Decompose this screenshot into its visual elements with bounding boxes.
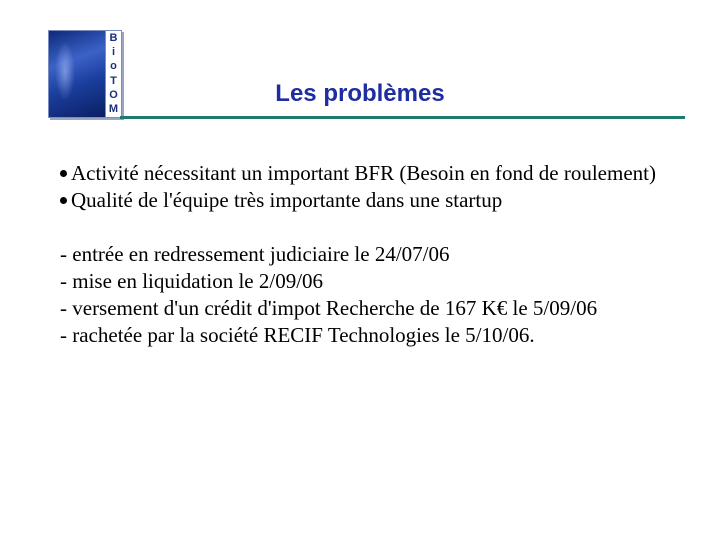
logo-image <box>48 30 106 118</box>
spacer <box>60 214 660 241</box>
logo-letter: o <box>110 60 117 73</box>
bullet-item <box>60 187 660 214</box>
logo-letter: T <box>110 74 117 87</box>
title-underline <box>120 116 685 119</box>
logo-letter: M <box>108 103 119 116</box>
bullet-icon <box>60 197 67 204</box>
logo-letter: B <box>109 31 118 44</box>
event-line: - rachetée par la société RECIF Technologies le 5/10/06. <box>60 323 535 347</box>
bullet-text: Qualité de l'équipe très importante dans une startup <box>71 188 503 212</box>
logo-letter: i <box>111 45 116 58</box>
event-line: - versement d'un crédit d'impot Recherche de 167 K€ le 5/09/06 <box>60 296 598 320</box>
slide-content <box>60 160 660 349</box>
bullet-item <box>60 160 660 187</box>
logo-letter: O <box>109 88 118 101</box>
event-line: - mise en liquidation le 2/09/06 <box>60 269 324 293</box>
bullet-text: Activité nécessitant un important BFR (Besoin en fond de roulement) <box>71 161 656 185</box>
bullet-icon <box>60 170 67 177</box>
biotom-logo <box>48 30 121 118</box>
event-line: - entrée en redressement judiciaire le 24/07/06 <box>60 242 450 266</box>
slide-title: Les problèmes <box>275 80 445 107</box>
